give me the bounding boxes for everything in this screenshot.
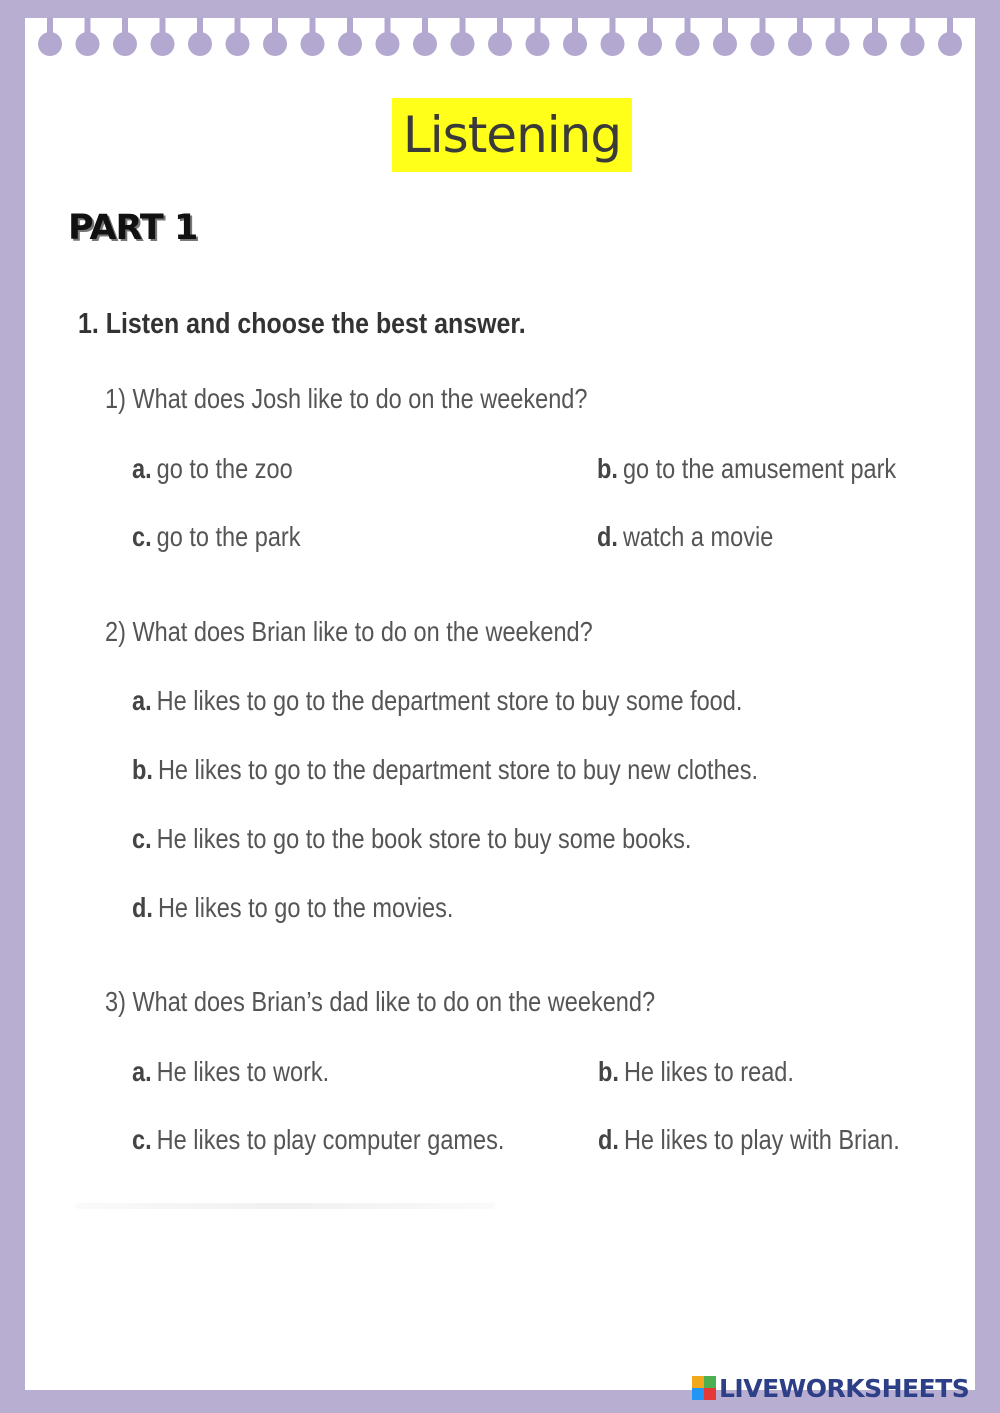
binding-dot	[376, 32, 400, 56]
logo-tile	[704, 1388, 716, 1400]
binding-dot	[563, 32, 587, 56]
binding-dot	[938, 32, 962, 56]
binding-dot-stem	[835, 18, 841, 34]
instruction-text: 1. Listen and choose the best answer.	[78, 308, 526, 340]
binding-dot-stem	[122, 18, 128, 34]
option-letter: c.	[132, 1124, 152, 1155]
liveworksheets-logo[interactable]	[692, 1372, 969, 1404]
binding-dot-stem	[910, 18, 916, 34]
option-letter: d.	[132, 892, 153, 923]
question-3-option-d[interactable]	[598, 1124, 900, 1156]
binding-dot-stem	[160, 18, 166, 34]
logo-tile	[704, 1376, 716, 1388]
binding-dot-stem	[947, 18, 953, 34]
binding-dot	[526, 32, 550, 56]
option-text: He likes to go to the movies.	[157, 892, 454, 923]
option-text: go to the zoo	[156, 453, 293, 484]
binding-dot	[863, 32, 887, 56]
binding-dot-stem	[272, 18, 278, 34]
logo-tile	[692, 1376, 704, 1388]
binding-dot	[751, 32, 775, 56]
option-text: He likes to go to the department store to buy new clothes.	[157, 754, 759, 785]
binding-dot-stem	[797, 18, 803, 34]
logo-mark-icon	[692, 1376, 716, 1400]
binding-dot-stem	[197, 18, 203, 34]
question-2-option-d[interactable]	[132, 892, 453, 924]
binding-dot-stem	[47, 18, 53, 34]
option-text: He likes to go to the book store to buy some books.	[156, 823, 692, 854]
binding-dot-stem	[572, 18, 578, 34]
option-text: He likes to play computer games.	[156, 1124, 505, 1155]
question-1-option-d[interactable]	[597, 521, 773, 553]
option-text: He likes to go to the department store to buy some food.	[156, 685, 743, 716]
notebook-binding-dots	[25, 18, 975, 70]
option-letter: d.	[597, 521, 618, 552]
binding-dot	[188, 32, 212, 56]
question-3-option-b[interactable]	[598, 1056, 794, 1088]
option-text: go to the park	[156, 521, 301, 552]
option-letter: b.	[598, 1056, 619, 1087]
binding-dot	[676, 32, 700, 56]
binding-dot	[301, 32, 325, 56]
binding-dot	[638, 32, 662, 56]
binding-dot-stem	[385, 18, 391, 34]
binding-dot	[451, 32, 475, 56]
option-letter: d.	[598, 1124, 619, 1155]
binding-dot	[826, 32, 850, 56]
logo-text: LIVEWORKSHEETS	[719, 1373, 970, 1403]
page-title: Listening	[402, 106, 622, 164]
binding-dot-stem	[535, 18, 541, 34]
option-letter: c.	[132, 521, 152, 552]
option-letter: c.	[132, 823, 152, 854]
scan-smudge	[75, 1203, 495, 1209]
option-letter: a.	[132, 1056, 152, 1087]
question-2-option-a[interactable]	[132, 685, 742, 717]
option-text: He likes to work.	[156, 1056, 330, 1087]
binding-dot	[38, 32, 62, 56]
binding-dot-stem	[685, 18, 691, 34]
title-highlight	[392, 98, 632, 172]
question-1-option-b[interactable]	[597, 453, 896, 485]
binding-dot-stem	[422, 18, 428, 34]
binding-dot-stem	[647, 18, 653, 34]
option-text: He likes to play with Brian.	[623, 1124, 900, 1155]
binding-dot	[901, 32, 925, 56]
part-heading: PART 1	[68, 208, 198, 248]
question-2-option-c[interactable]	[132, 823, 691, 855]
binding-dot	[601, 32, 625, 56]
binding-dot	[788, 32, 812, 56]
binding-dot	[226, 32, 250, 56]
binding-dot	[76, 32, 100, 56]
question-3-option-c[interactable]	[132, 1124, 504, 1156]
question-1-prompt: 1) What does Josh like to do on the weekend?	[105, 383, 588, 414]
question-3-prompt: 3) What does Brian’s dad like to do on the weekend?	[105, 986, 656, 1017]
binding-dot-stem	[872, 18, 878, 34]
binding-dot-stem	[610, 18, 616, 34]
binding-dot-stem	[347, 18, 353, 34]
worksheet-page	[25, 18, 975, 1390]
option-text: go to the amusement park	[622, 453, 897, 484]
question-3-option-a[interactable]	[132, 1056, 329, 1088]
option-text: watch a movie	[622, 521, 774, 552]
option-letter: a.	[132, 685, 152, 716]
binding-dot-stem	[497, 18, 503, 34]
logo-tile	[692, 1388, 704, 1400]
binding-dot	[151, 32, 175, 56]
question-1-option-a[interactable]	[132, 453, 293, 485]
question-2-option-b[interactable]	[132, 754, 758, 786]
binding-dot	[113, 32, 137, 56]
binding-dot	[488, 32, 512, 56]
binding-dot	[338, 32, 362, 56]
binding-dot-stem	[310, 18, 316, 34]
binding-dot-stem	[235, 18, 241, 34]
binding-dot	[413, 32, 437, 56]
question-1-option-c[interactable]	[132, 521, 300, 553]
binding-dot	[263, 32, 287, 56]
option-letter: a.	[132, 453, 152, 484]
binding-dot-stem	[722, 18, 728, 34]
binding-dot-stem	[85, 18, 91, 34]
option-text: He likes to read.	[623, 1056, 794, 1087]
question-2-prompt: 2) What does Brian like to do on the weekend?	[105, 616, 593, 647]
binding-dot-stem	[760, 18, 766, 34]
binding-dot-stem	[460, 18, 466, 34]
option-letter: b.	[597, 453, 618, 484]
binding-dot	[713, 32, 737, 56]
option-letter: b.	[132, 754, 153, 785]
